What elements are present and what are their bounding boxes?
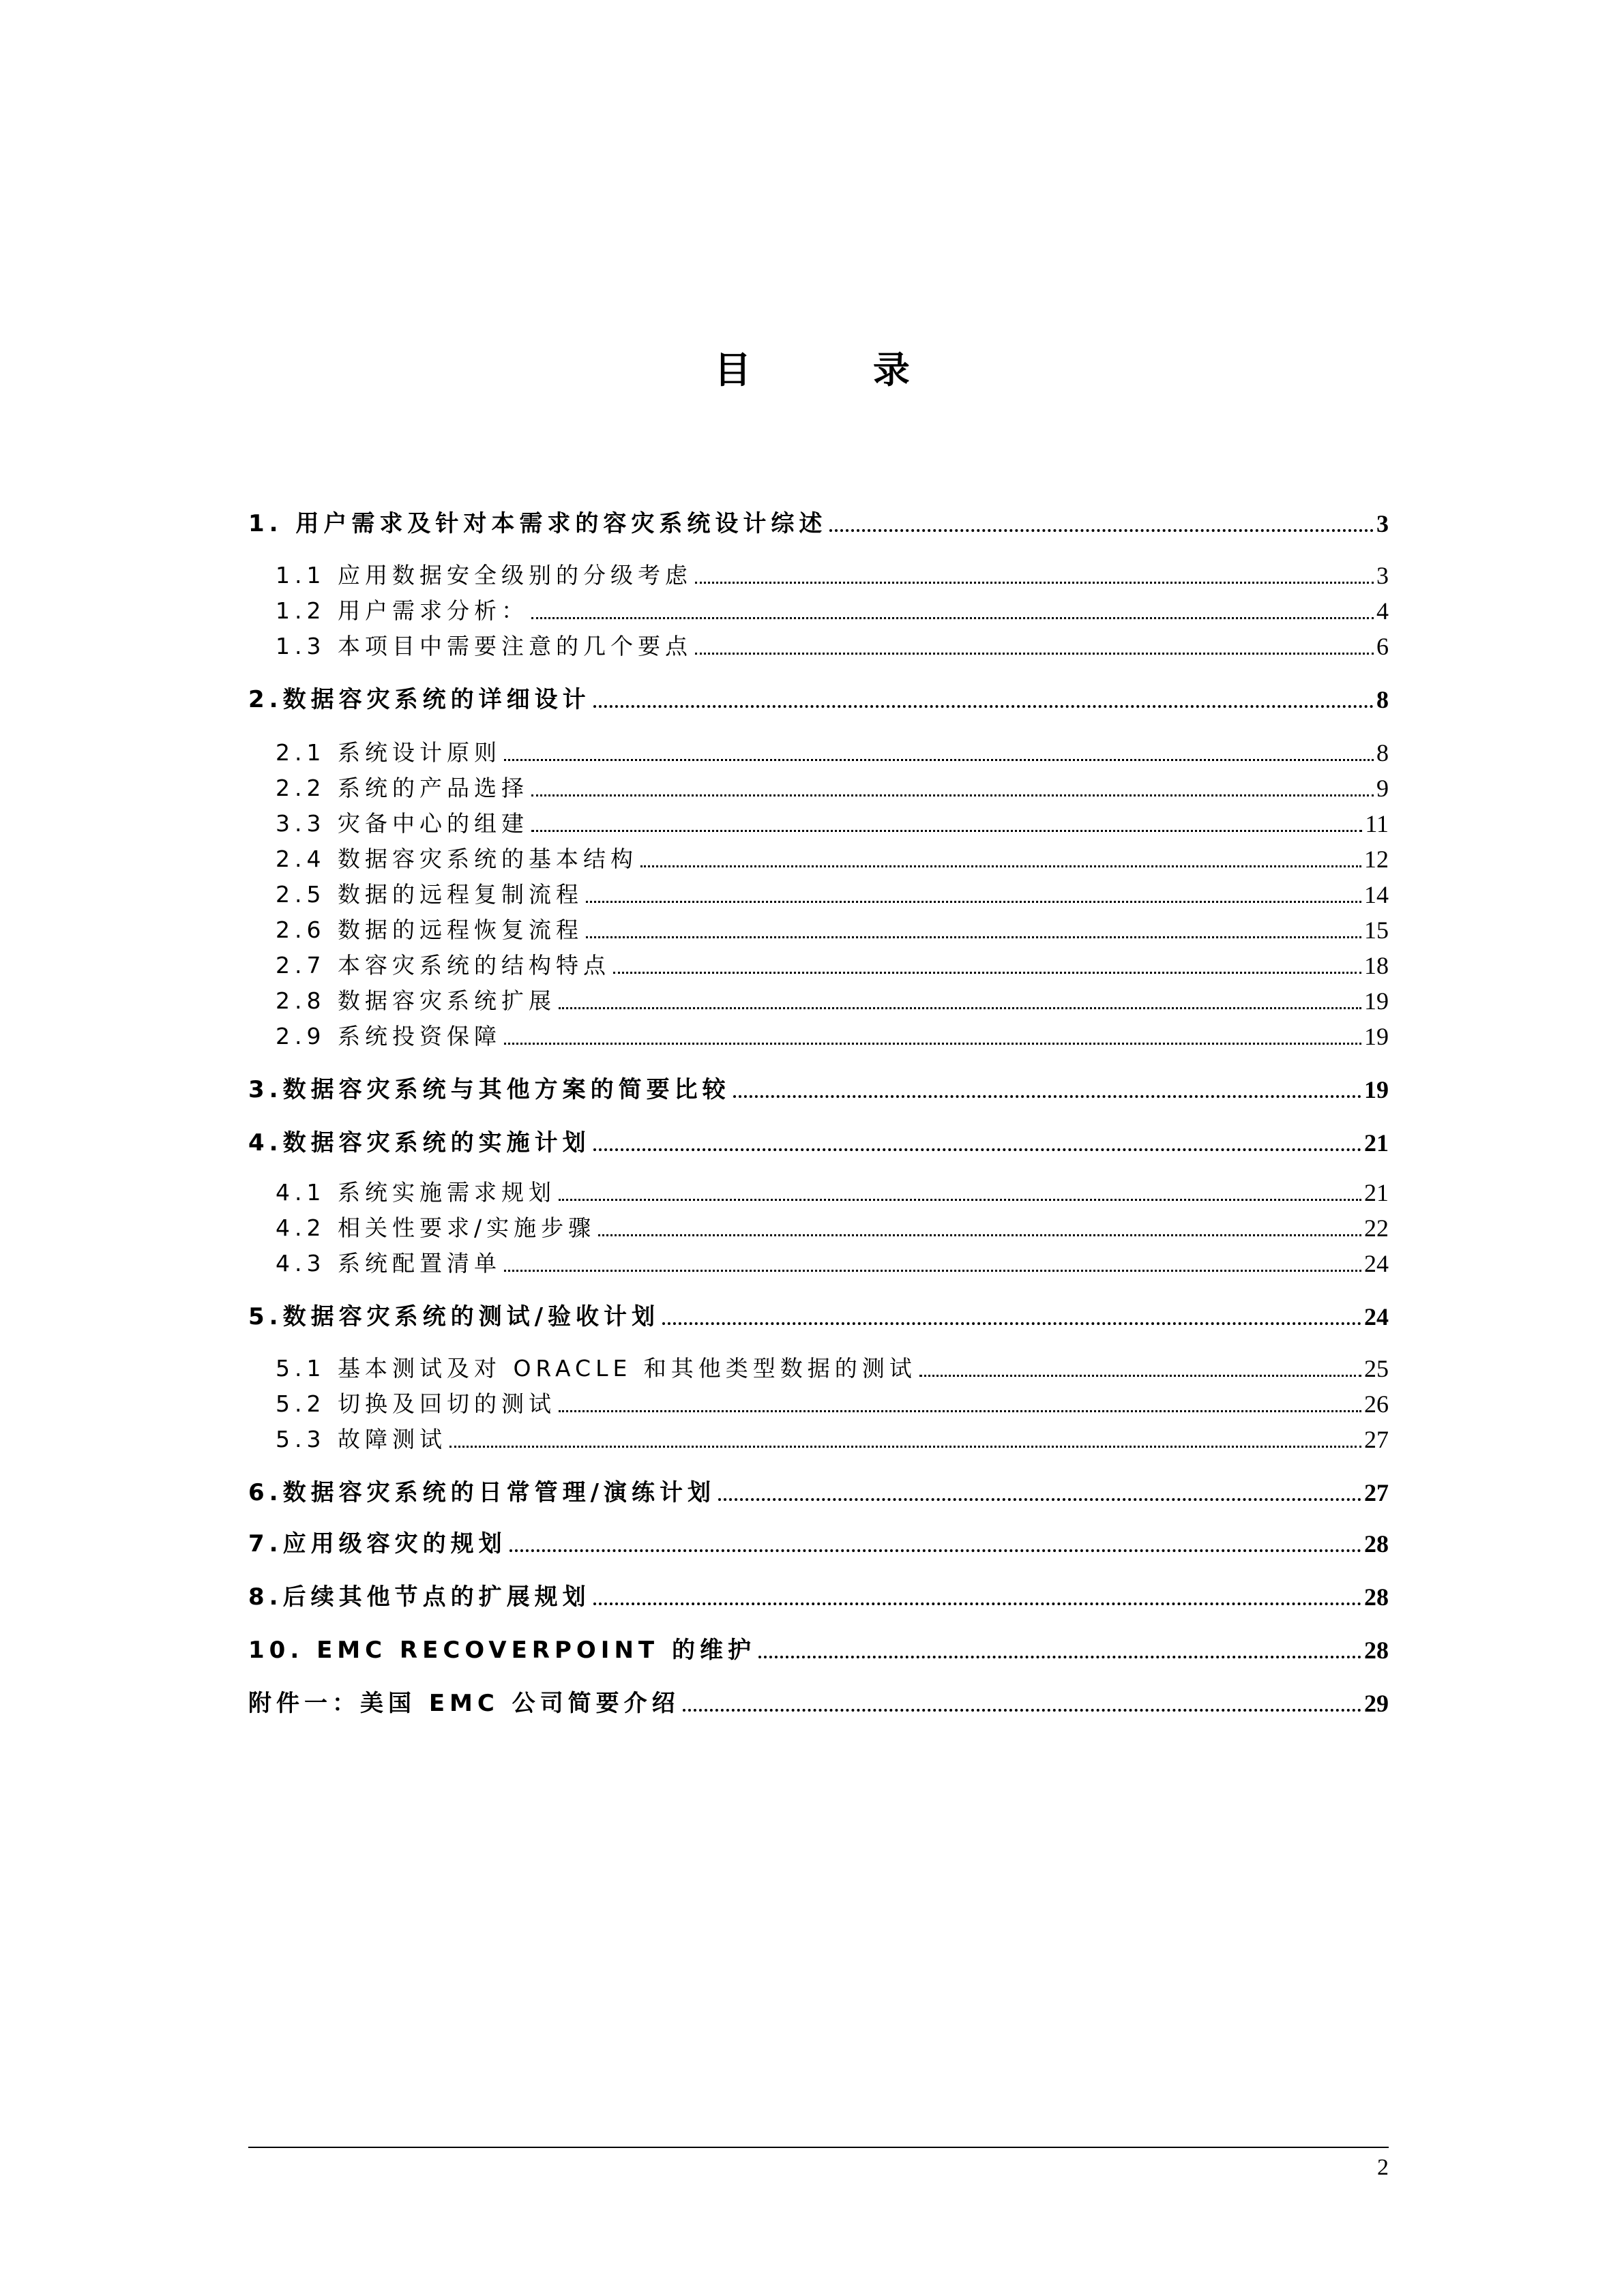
toc-entry[interactable] (248, 1073, 1389, 1104)
toc-entry[interactable] (248, 1422, 1389, 1454)
toc-entry[interactable] (248, 1126, 1389, 1157)
toc-entry-page: 25 (1364, 1354, 1389, 1382)
toc-entry-page: 11 (1365, 809, 1389, 837)
dot-leader (613, 972, 1361, 974)
toc-entry-page: 19 (1364, 1022, 1389, 1050)
toc-entry[interactable] (248, 984, 1389, 1015)
dot-leader (683, 1709, 1361, 1712)
toc-entry-page: 21 (1364, 1129, 1389, 1157)
dot-leader (695, 653, 1374, 655)
toc-entry[interactable] (248, 842, 1389, 874)
toc-entry[interactable] (248, 913, 1389, 944)
toc-entry[interactable] (248, 1211, 1389, 1242)
toc-entry-page: 14 (1364, 880, 1389, 908)
toc-entry-page: 28 (1364, 1530, 1389, 1558)
toc-entry[interactable] (248, 1300, 1389, 1331)
dot-leader (695, 582, 1374, 584)
toc-entry-page: 8 (1376, 739, 1389, 766)
toc-entry-label: 2.5 数据的远程复制流程 (276, 880, 583, 908)
toc-entry[interactable] (248, 807, 1389, 838)
dot-leader (829, 529, 1374, 532)
toc-entry-page: 12 (1364, 845, 1389, 873)
toc-entry-label: 2.8 数据容灾系统扩展 (276, 987, 556, 1014)
toc-entry-page: 26 (1364, 1390, 1389, 1418)
toc-entry-page: 4 (1376, 597, 1389, 625)
toc-entry-label: 5.2 切换及回切的测试 (276, 1390, 556, 1417)
dot-leader (598, 1234, 1361, 1236)
toc-entry[interactable] (248, 1247, 1389, 1278)
toc-entry-label: 2.6 数据的远程恢复流程 (276, 916, 583, 943)
toc-entry[interactable] (248, 1019, 1389, 1051)
dot-leader (559, 1007, 1361, 1009)
dot-leader (531, 830, 1362, 832)
dot-leader (586, 936, 1361, 938)
toc-entry[interactable] (248, 1176, 1389, 1207)
toc-entry[interactable] (248, 878, 1389, 909)
dot-leader (559, 1410, 1361, 1412)
dot-leader (593, 1148, 1361, 1151)
toc-entry-page: 29 (1364, 1690, 1389, 1718)
toc-entry-page: 28 (1364, 1637, 1389, 1665)
toc-entry[interactable] (248, 1580, 1389, 1611)
dot-leader (531, 794, 1374, 796)
toc-entry-label: 3.3 灾备中心的组建 (276, 809, 529, 837)
toc-entry-page: 3 (1376, 562, 1389, 590)
toc-entry[interactable] (248, 594, 1389, 625)
dot-leader (531, 617, 1374, 619)
toc-entry-label: 2.4 数据容灾系统的基本结构 (276, 845, 638, 872)
page-number: 2 (1377, 2155, 1389, 2180)
toc-entry-label: 2.9 系统投资保障 (276, 1022, 501, 1049)
toc-entry-label: 附件一：美国 EMC 公司简要介绍 (248, 1690, 680, 1718)
dot-leader (504, 1270, 1361, 1272)
dot-leader (510, 1549, 1361, 1552)
toc-entry-label: 1.3 本项目中需要注意的几个要点 (276, 633, 692, 660)
toc-entry-page: 24 (1364, 1250, 1389, 1278)
toc-entry-page: 27 (1364, 1478, 1389, 1506)
dot-leader (718, 1498, 1361, 1501)
dot-leader (449, 1446, 1361, 1448)
toc-entry[interactable] (248, 629, 1389, 661)
dot-leader (586, 901, 1361, 903)
toc-entry-label: 2.2 系统的产品选择 (276, 774, 529, 801)
toc-entry-label: 4.3 系统配置清单 (276, 1250, 501, 1277)
toc-entry-page: 8 (1376, 686, 1389, 714)
toc-entry-label: 1.1 应用数据安全级别的分级考虑 (276, 562, 692, 589)
toc-entry-label: 3.数据容灾系统与其他方案的简要比较 (248, 1075, 730, 1103)
toc-entry-label: 2.数据容灾系统的详细设计 (248, 686, 591, 714)
dot-leader (504, 1043, 1361, 1045)
toc-entry-label: 4.数据容灾系统的实施计划 (248, 1129, 591, 1157)
toc-entry-label: 1.2 用户需求分析： (276, 597, 529, 625)
toc-entry-page: 21 (1364, 1179, 1389, 1207)
toc-entry-label: 6.数据容灾系统的日常管理/演练计划 (248, 1478, 715, 1506)
toc-entry-page: 28 (1364, 1583, 1389, 1611)
toc-entry-page: 22 (1364, 1214, 1389, 1242)
toc-entry-page: 19 (1364, 987, 1389, 1015)
toc-entry-page: 18 (1364, 951, 1389, 979)
toc-entry[interactable] (248, 558, 1389, 590)
toc-entry-page: 15 (1364, 916, 1389, 944)
toc-entry-label: 7.应用级容灾的规划 (248, 1530, 507, 1558)
footer-divider (248, 2147, 1389, 2148)
toc-entry-label: 5.3 故障测试 (276, 1425, 447, 1452)
toc-title: 目 录 (714, 348, 964, 391)
toc-entry-label: 4.1 系统实施需求规划 (276, 1179, 556, 1206)
toc-entry[interactable] (248, 1527, 1389, 1558)
dot-leader (733, 1095, 1361, 1098)
toc-entry-label: 10. EMC RECOVERPOINT 的维护 (248, 1637, 756, 1665)
toc-entry[interactable] (248, 771, 1389, 803)
toc-entry[interactable] (248, 1686, 1389, 1718)
toc-entry-label: 4.2 相关性要求/实施步骤 (276, 1214, 596, 1242)
dot-leader (640, 865, 1361, 867)
toc-entry[interactable] (248, 507, 1389, 538)
toc-entry[interactable] (248, 1387, 1389, 1418)
toc-entry-label: 2.1 系统设计原则 (276, 739, 501, 766)
dot-leader (593, 1602, 1361, 1605)
toc-entry[interactable] (248, 1633, 1389, 1665)
toc-entry-page: 9 (1376, 774, 1389, 802)
dot-leader (504, 759, 1374, 761)
dot-leader (919, 1375, 1361, 1377)
toc-entry-label: 5.数据容灾系统的测试/验收计划 (248, 1303, 660, 1330)
toc-entry-page: 24 (1364, 1303, 1389, 1330)
dot-leader (662, 1322, 1361, 1325)
toc-entry[interactable] (248, 736, 1389, 767)
toc-entry-label: 2.7 本容灾系统的结构特点 (276, 951, 610, 979)
toc-entry-page: 6 (1376, 633, 1389, 661)
toc-entry-page: 19 (1364, 1075, 1389, 1103)
toc-entry-label: 5.1 基本测试及对 ORACLE 和其他类型数据的测试 (276, 1354, 917, 1382)
dot-leader (593, 705, 1374, 708)
dot-leader (758, 1656, 1361, 1658)
toc-entry[interactable] (248, 683, 1389, 714)
toc-entry-label: 1. 用户需求及针对本需求的容灾系统设计综述 (248, 510, 827, 538)
toc-entry-label: 8.后续其他节点的扩展规划 (248, 1583, 591, 1611)
dot-leader (559, 1199, 1361, 1201)
toc-entry-page: 27 (1364, 1425, 1389, 1453)
toc-entry-page: 3 (1376, 510, 1389, 538)
toc-entry[interactable] (248, 949, 1389, 980)
toc-entry[interactable] (248, 1352, 1389, 1383)
toc-entry[interactable] (248, 1476, 1389, 1507)
